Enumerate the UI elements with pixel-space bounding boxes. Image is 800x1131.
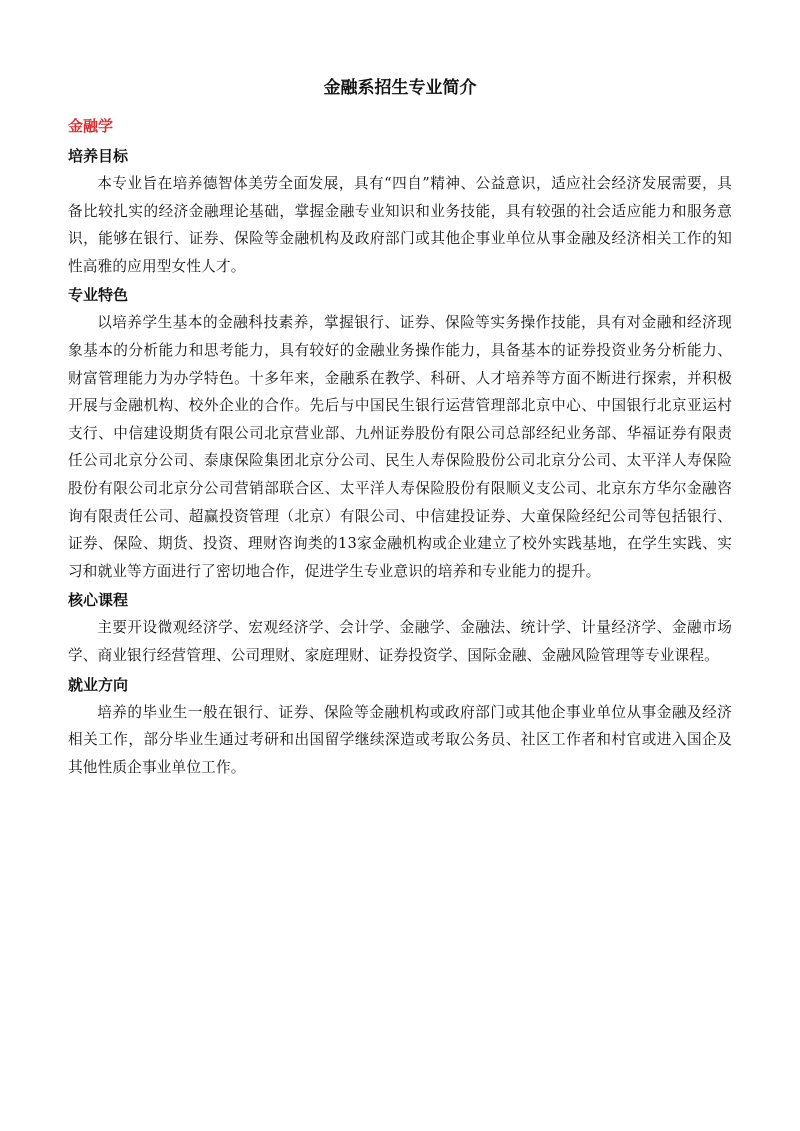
section-core-courses xyxy=(68,589,732,669)
document-content xyxy=(68,115,732,785)
section-heading: 就业方向 xyxy=(68,675,129,694)
section-heading: 培养目标 xyxy=(68,147,129,165)
section-body: 培养的毕业生一般在银行、证券、保险等金融机构或政府部门或其他企事业单位从事金融及经济相关工作，部分毕业生通过考研和出国留学继续深造或考取公务员、社区工作者和村官或进入国企及其他性质企事业单位工作。 xyxy=(68,703,732,776)
section-body: 主要开设微观经济学、宏观经济学、会计学、金融学、金融法、统计学、计量经济学、金融市场学、商业银行经营管理、公司理财、家庭理财、证券投资学、国际金融、金融风险管理等专业课程。 xyxy=(68,619,732,664)
section-career-direction xyxy=(68,674,732,782)
section-heading: 核心课程 xyxy=(68,591,129,610)
section-body: 本专业旨在培养德智体美劳全面发展，具有“四自”精神、公益意识，适应社会经济发展需要，具备比较扎实的经济金融理论基础，掌握金融专业知识和业务技能，具有较强的社会适应能力和服务意识，能够在银行、证券、保险等金融机构及政府部门或其他企事业单位从事金融及经济相关工作的知性高雅的应用型女性人才。 xyxy=(68,175,732,275)
section-heading: 专业特色 xyxy=(68,286,129,305)
section-training-goal xyxy=(68,145,732,280)
major-name: 金融学 xyxy=(68,117,114,135)
section-body: 以培养学生基本的金融科技素养，掌握银行、证券、保险等实务操作技能，具有对金融和经济现象基本的分析能力和思考能力，具有较好的金融业务操作能力，具备基本的证券投资业务分析能力、财富管理能力为办学特色。十多年来，金融系在教学、科研、人才培养等方面不断进行探索，并积极开展与金融机构、校外企业的合作。先后与中国民生银行运营管理部北京中心、中国银行北京亚运村支行、中信建设期货有限公司北京营业部、九州证券股份有限公司总部经纪业务部、华福证券有限责任公司北京分公司、泰康保险集团北京分公司、民生人寿保险股份公司北京分公司、太平洋人寿保险股份有限公司北京分公司营销部联合区、太平洋人寿保险股份有限顺义支公司、北京东方华尔金融咨询有限责任公司、超赢投资管理（北京）有限公司、中信建投证券、大童保险经纪公司等包括银行、证券、保险、期货、投资、理财咨询类的13家金融机构或企业建立了校外实践基地，在学生实践、实习和就业等方面进行了密切地合作，促进学生专业意识的培养和专业能力的提升。 xyxy=(68,314,732,580)
section-major-features xyxy=(68,284,732,585)
page-title: 金融系招生专业简介 xyxy=(323,78,477,98)
